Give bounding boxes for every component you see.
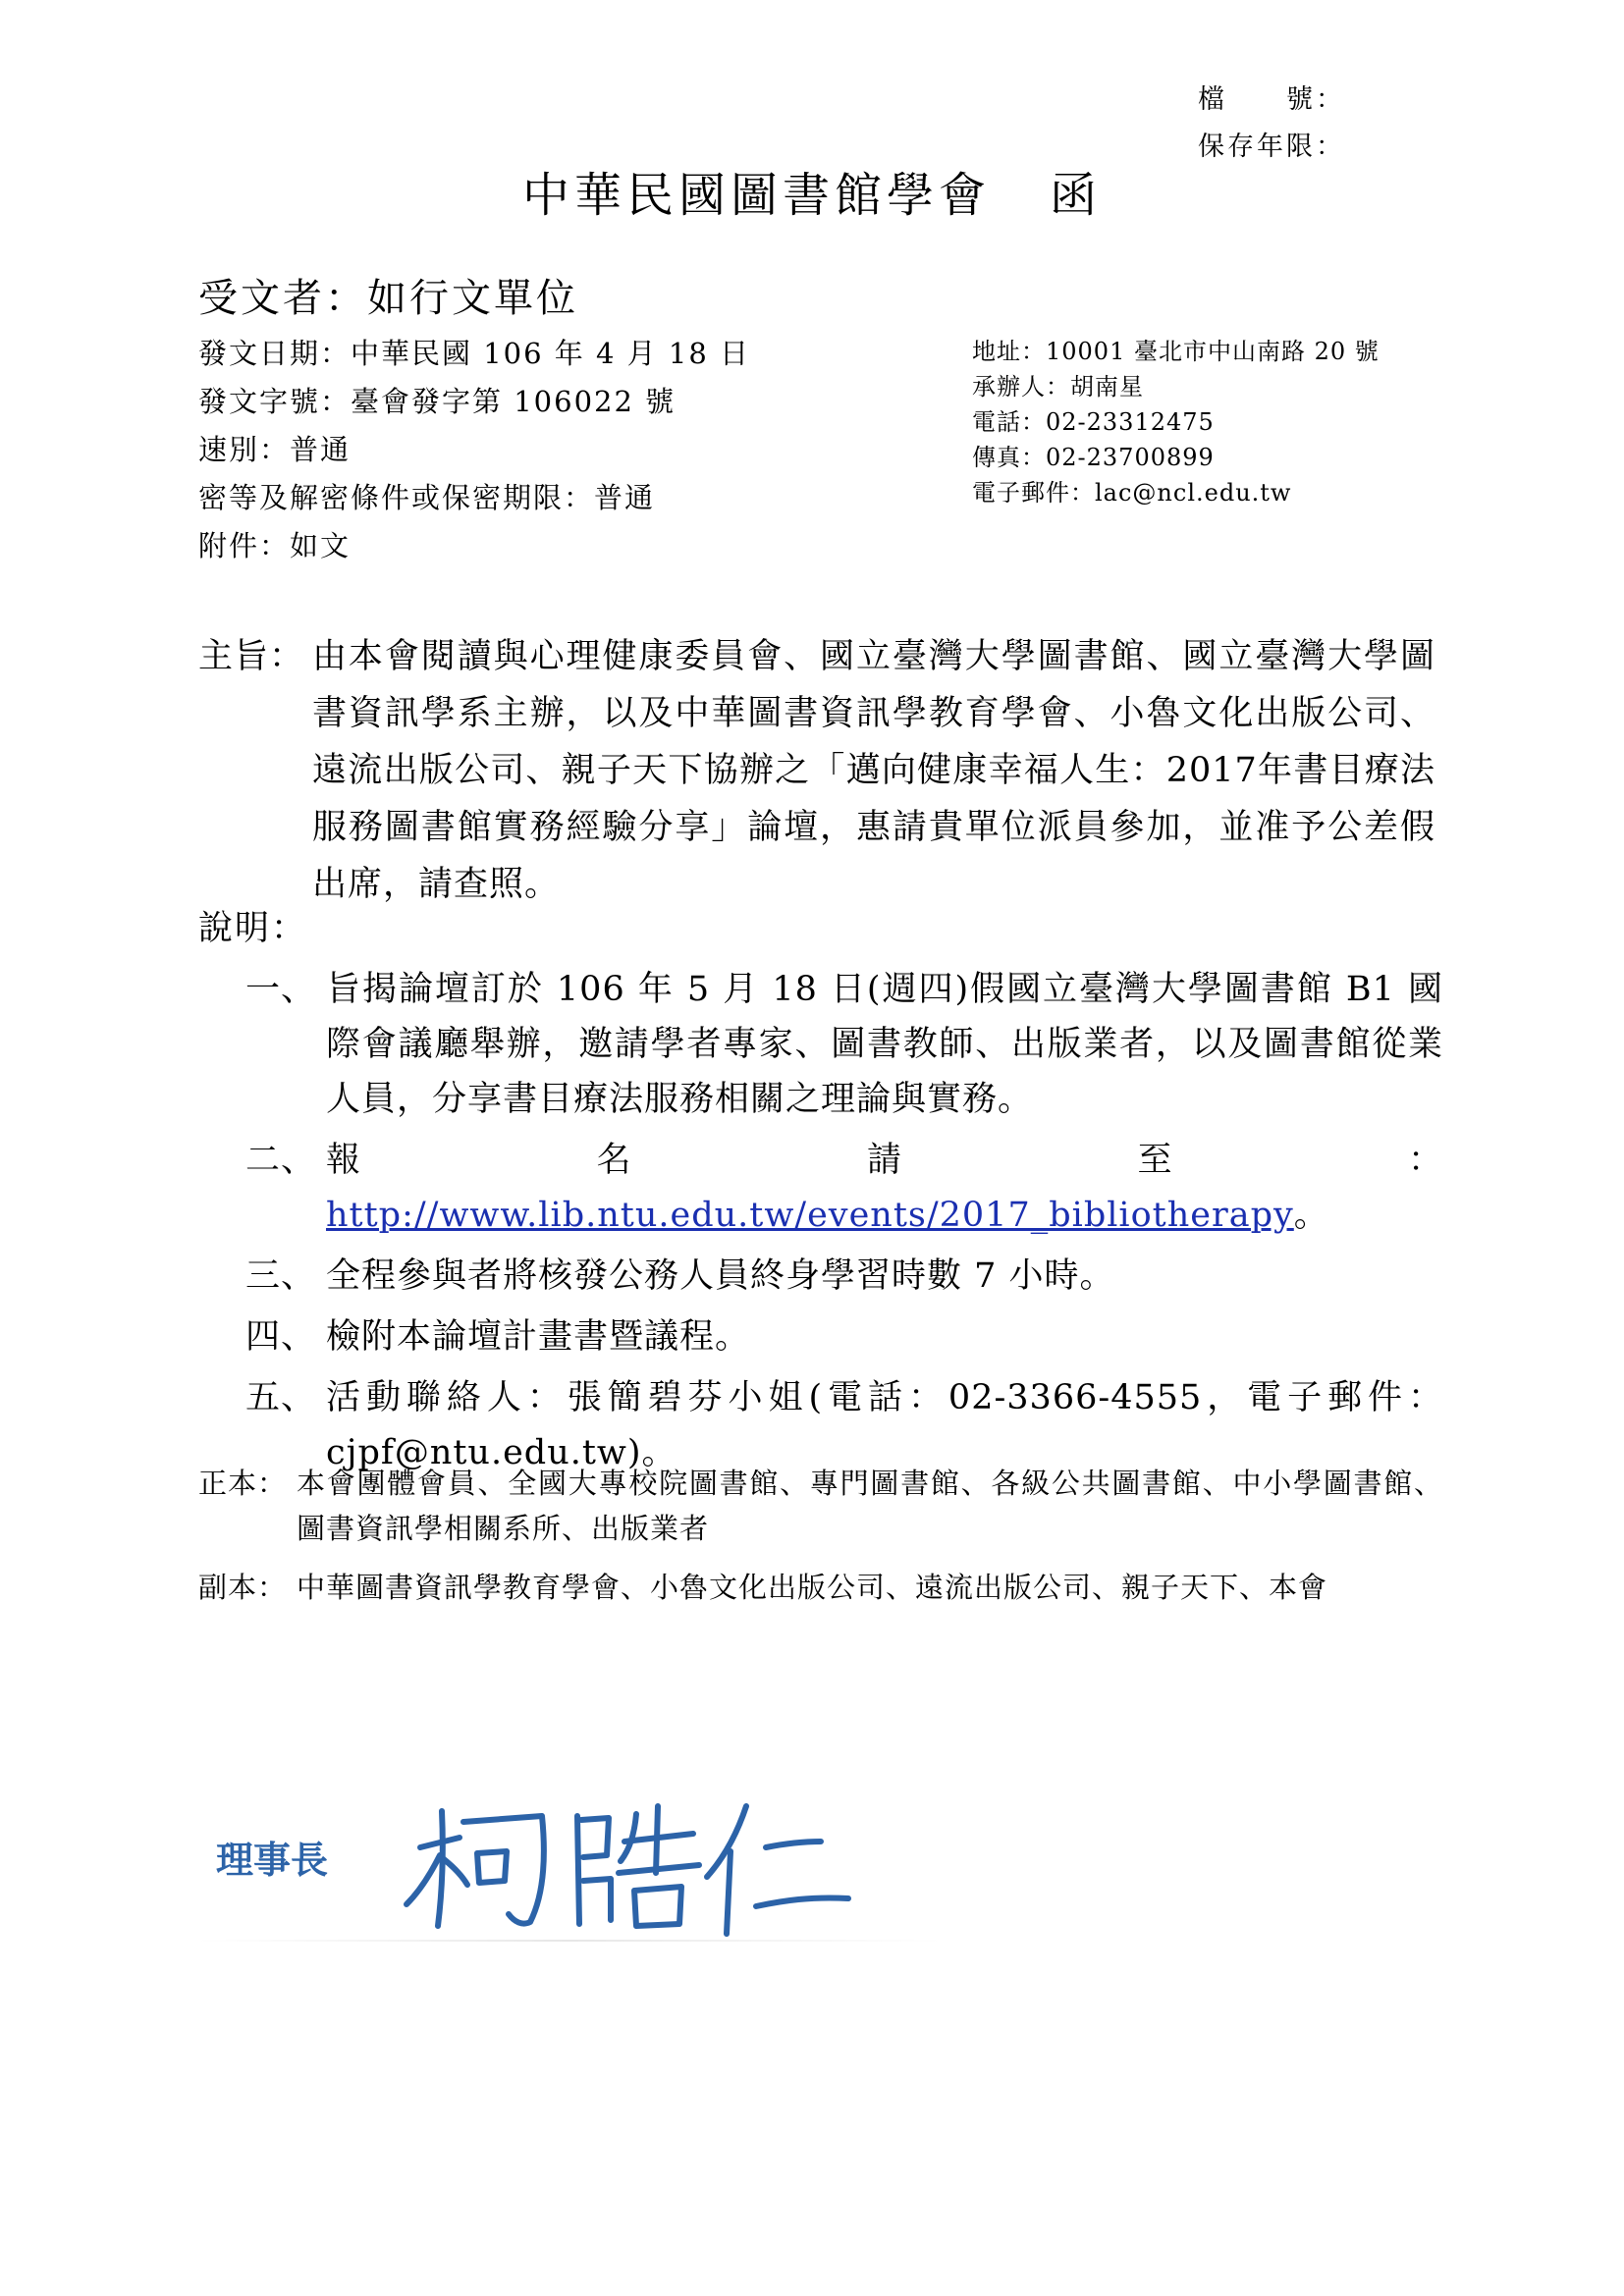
item-number: 四、: [245, 1317, 317, 1357]
item-text: 活動聯絡人：張簡碧芬小姐(電話：02-3366-4555，電子郵件：cjpf@ntu.edu.tw)。: [326, 1378, 1443, 1472]
main-recipients-label: 正本：: [198, 1467, 288, 1500]
subject-label: 主旨：: [198, 637, 305, 676]
signature-name-strokes: [406, 1806, 848, 1934]
signature-block: [196, 1757, 943, 1953]
list-item: [245, 962, 1443, 1127]
registration-suffix: 。: [1293, 1196, 1329, 1235]
contact-address: 地址：10001 臺北市中山南路 20 號: [972, 338, 1380, 365]
list-item: [245, 1309, 1443, 1364]
item-number: 一、: [245, 970, 317, 1009]
issue-number: 發文字號：臺會發字第 106022 號: [198, 385, 677, 418]
subject-section: [198, 628, 1435, 913]
distribution: [198, 1461, 1443, 1624]
contact-handler: 承辦人：胡南星: [972, 373, 1144, 400]
list-item: [245, 1249, 1443, 1304]
contact-email: 電子郵件：lac@ncl.edu.tw: [972, 479, 1292, 507]
item-text: 檢附本論壇計畫書暨議程。: [326, 1317, 751, 1357]
signature-image: [196, 1757, 943, 1953]
attachment: 附件：如文: [198, 529, 352, 562]
explanation-label: 說明：: [198, 909, 308, 948]
retention-label: 保存年限：: [1198, 132, 1345, 162]
item-text: 旨揭論壇訂於 106 年 5 月 18 日(週四)假國立臺灣大學圖書館 B1 國際會議廳舉辦，邀請學者專家、圖書教師、出版業者，以及圖書館從業人員，分享書目療法服務相關之理論與實務。: [326, 970, 1443, 1119]
speed-class: 速別：普通: [198, 433, 352, 466]
copy-recipients: [198, 1565, 1443, 1610]
issue-info: [198, 330, 750, 570]
recipient: 受文者：如行文單位: [198, 276, 578, 321]
item-number: 二、: [245, 1141, 317, 1180]
copy-recipients-text: 中華圖書資訊學教育學會、小魯文化出版公司、遠流出版公司、親子天下、本會: [297, 1571, 1328, 1604]
security-class: 密等及解密條件或保密期限：普通: [198, 481, 656, 514]
registration-link[interactable]: http://www.lib.ntu.edu.tw/events/2017_bibliotherapy: [326, 1196, 1294, 1235]
org-name: 中華民國圖書館學會: [521, 168, 991, 223]
item-text: [326, 1133, 1443, 1243]
document-title: [0, 157, 1624, 225]
main-recipients: [198, 1461, 1443, 1551]
item-text: 全程參與者將核發公務人員終身學習時數 7 小時。: [326, 1256, 1115, 1296]
signature-title: 理事長: [216, 1839, 329, 1882]
issue-date: 發文日期：中華民國 106 年 4 月 18 日: [198, 337, 751, 370]
registration-prefix: 報名請至：: [326, 1141, 1443, 1180]
main-recipients-text: 本會團體會員、全國大專校院圖書館、專門圖書館、各級公共圖書館、中小學圖書館、圖書資訊學相關系所、出版業者: [297, 1467, 1443, 1545]
subject-text: 由本會閱讀與心理健康委員會、國立臺灣大學圖書館、國立臺灣大學圖書資訊學系主辦，以及中華圖書資訊學教育學會、小魯文化出版公司、遠流出版公司、親子天下協辦之「邁向健康幸福人生：2017年書目療法服務圖書館實務經驗分享」論壇，惠請貴單位派員參加，並准予公差假出席，請查照。: [312, 637, 1435, 904]
file-number-label: 檔 號：: [1198, 84, 1345, 115]
item-number: 三、: [245, 1256, 317, 1296]
item-number: 五、: [245, 1378, 317, 1417]
contact-phone: 電話：02-23312475: [972, 408, 1215, 436]
contact-info: [972, 334, 1380, 510]
doc-type: 函: [1050, 168, 1103, 223]
copy-recipients-label: 副本：: [198, 1571, 288, 1604]
explanation-list: [245, 962, 1443, 1486]
contact-fax: 傳真：02-23700899: [972, 444, 1215, 471]
list-item: [245, 1133, 1443, 1243]
